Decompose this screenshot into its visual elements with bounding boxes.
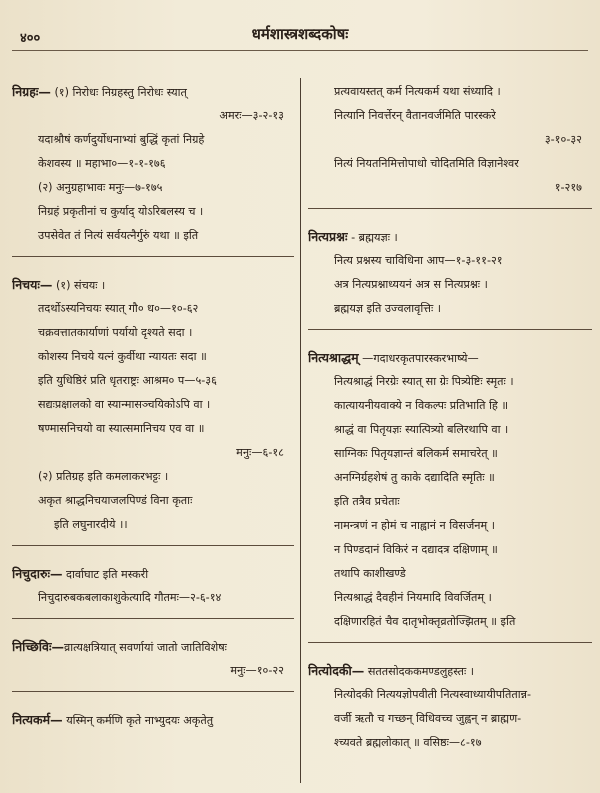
entry-text: दार्वाघाट इति मस्करी bbox=[62, 568, 149, 581]
entry-heading-line bbox=[308, 225, 592, 249]
entry-text-line bbox=[12, 104, 294, 128]
entry-text: षण्मासनिचयो वा स्यात्समानिचय एव वा ॥ bbox=[38, 422, 205, 435]
entry-text-line bbox=[308, 249, 592, 273]
page-title: धर्मशास्त्रशब्दकोषः bbox=[251, 25, 349, 43]
headword: निचयः— bbox=[12, 277, 53, 292]
headword: निग्रहः— bbox=[12, 84, 51, 99]
entry-text-line bbox=[12, 369, 294, 393]
headword: निच्छिविः— bbox=[12, 639, 64, 654]
entry-text-line bbox=[12, 176, 294, 200]
entry-text-line bbox=[308, 707, 592, 731]
entry-separator bbox=[308, 329, 592, 330]
entry-text: नित्यश्राद्धं दैवहीनं नियमादि विवर्जितम् । bbox=[334, 591, 492, 604]
entry-text: यदाश्रौषं कर्णदुर्योधनाभ्यां बुद्धिं कृतां निग्रहे bbox=[38, 133, 205, 146]
entry-heading-line bbox=[12, 635, 294, 659]
entry-text-line bbox=[308, 80, 592, 104]
headword: निचुदारुः— bbox=[12, 566, 63, 581]
entry-text: श्राद्धं वा पितृयज्ञः स्यात्पित्र्यो बलिरथापि वा । bbox=[334, 423, 509, 436]
entry-heading-line bbox=[12, 562, 294, 586]
entry-separator bbox=[12, 256, 294, 257]
entry-text-line bbox=[308, 731, 592, 755]
entry-text-line bbox=[308, 273, 592, 297]
entry-text-line bbox=[12, 224, 294, 248]
entry-text: दक्षिणारहितं चैव दातृभोक्तृव्रतोज्झितम् ॥ इति bbox=[334, 615, 516, 628]
entry-text-line bbox=[308, 176, 592, 200]
entry-text-line bbox=[308, 442, 592, 466]
entry-text-line bbox=[12, 128, 294, 152]
entry-text: व्रात्यक्षत्रियात् सवर्णायां जातो जातिविशेषः bbox=[64, 641, 227, 654]
entry-text: नित्योदकी नित्ययज्ञोपवीती नित्यस्वाध्यायीपतितान्न- bbox=[334, 688, 532, 701]
entry-text: वर्जी ऋतौ च गच्छन् विधिवच्च जुह्वन् न ब्राह्मण- bbox=[334, 712, 522, 725]
entry-text-line bbox=[308, 586, 592, 610]
entry-text-line bbox=[308, 490, 592, 514]
entry-text: निचुदारुबकबलाकाशुकेत्यादि गौतमः—२-६-१४ bbox=[38, 591, 222, 604]
entry-text: (१) संचयः । bbox=[52, 279, 106, 292]
entry-text: इति लघुनारदीये ।। bbox=[54, 518, 128, 531]
entry-text-line bbox=[12, 393, 294, 417]
headword: नित्योदकी— bbox=[308, 663, 365, 678]
entry-text: नित्यानि निवर्त्तेरन् वैतानवर्जमिति पारस्करे bbox=[334, 109, 496, 122]
entry-text: कात्यायनीयवाक्ये न विकल्पः प्रतिभाति हि ॥ bbox=[334, 399, 509, 412]
entry-separator bbox=[12, 545, 294, 546]
entry-text: नित्यश्राद्धं निरग्रेः स्यात् सा ग्रेः पित्र्येष्टिः स्मृतः । bbox=[334, 375, 514, 388]
entry-text: - ब्रह्मयज्ञः । bbox=[347, 231, 398, 244]
entry-text-line bbox=[308, 418, 592, 442]
headword: नित्यकर्म— bbox=[12, 712, 63, 727]
entry-text: इति तत्रैव प्रचेताः bbox=[334, 495, 400, 508]
header-rule bbox=[12, 50, 588, 51]
entry-text: प्रत्यवायस्तत् कर्म नित्यकर्म यथा संध्यादि । bbox=[334, 85, 501, 98]
entry-heading-line bbox=[308, 346, 592, 370]
headword: नित्यप्रश्नः bbox=[308, 229, 348, 244]
entry-separator bbox=[308, 642, 592, 643]
entry-text-line bbox=[12, 489, 294, 513]
entry-text-line bbox=[12, 513, 294, 537]
entry-text-line bbox=[12, 152, 294, 176]
entry-text: (२) प्रतिग्रह इति कमलाकरभट्टः । bbox=[38, 470, 169, 483]
right-column bbox=[308, 80, 592, 755]
entry-text: —गदाधरकृतपारस्करभाष्ये— bbox=[358, 352, 479, 365]
column-divider bbox=[300, 78, 301, 783]
entry-text-line bbox=[308, 466, 592, 490]
entry-text-line bbox=[308, 514, 592, 538]
entry-separator bbox=[12, 618, 294, 619]
entry-text-line bbox=[308, 370, 592, 394]
entry-text: नित्य प्रश्नस्य चाविधिना आप—१-३-११-२१ bbox=[334, 254, 503, 267]
entry-text: (२) अनुग्रहाभावः मनुः—७-१७५ bbox=[38, 181, 163, 194]
entry-text-line bbox=[12, 586, 294, 610]
entry-text: कोशस्य निचये यत्नं कुर्वीथा न्यायतः सदा ॥ bbox=[38, 350, 207, 363]
entry-text: न पिण्डदानं विकिरं न दद्यादत्र दक्षिणाम् ॥ bbox=[334, 543, 498, 556]
entry-text-line bbox=[308, 562, 592, 586]
entry-heading-line bbox=[12, 708, 294, 732]
entry-text-line bbox=[308, 683, 592, 707]
entry-text: अकृत श्राद्धनिचयाजलपिण्डं विना कृताः bbox=[38, 494, 193, 507]
entry-text: निग्रहं प्रकृतीनां च कुर्याद् योऽरिबलस्य च । bbox=[38, 205, 204, 218]
entry-text: सततसोदककमण्डलुहस्तः । bbox=[364, 665, 475, 678]
headword: नित्यश्राद्धम् bbox=[308, 350, 359, 365]
entry-text: मनुः—६-१८ bbox=[236, 446, 284, 459]
entry-text: श्च्यवते ब्रह्मलोकात् ॥ वसिष्ठः—८-१७ bbox=[334, 736, 482, 749]
entry-text: केशवस्य ॥ महाभा०—१-१-१७६ bbox=[38, 157, 166, 170]
entry-text-line bbox=[308, 104, 592, 128]
page-header bbox=[0, 24, 600, 44]
entry-text-line bbox=[12, 659, 294, 683]
entry-text: उपसेवेत तं नित्यं सर्वयत्नैर्गुरुं यथा ॥ इति bbox=[38, 229, 199, 242]
entry-text: ब्रह्मयज्ञ इति उज्वलावृत्तिः । bbox=[334, 302, 442, 315]
entry-text-line bbox=[308, 610, 592, 634]
entry-text: (१) निरोधः निग्रहस्तु निरोधः स्यात् bbox=[50, 86, 187, 99]
entry-text-line bbox=[12, 345, 294, 369]
entry-heading-line bbox=[12, 80, 294, 104]
entry-text-line bbox=[12, 297, 294, 321]
entry-text: नामन्त्रणं न होमं च नाह्वानं न विसर्जनम् । bbox=[334, 519, 495, 532]
entry-text-line bbox=[12, 465, 294, 489]
entry-text: सद्यःप्रक्षालको वा स्यान्मासञ्चयिकोऽपि वा । bbox=[38, 398, 211, 411]
entry-heading-line bbox=[12, 273, 294, 297]
entry-heading-line bbox=[308, 659, 592, 683]
entry-text: अमरः—३-२-१३ bbox=[219, 109, 284, 122]
entry-separator bbox=[12, 691, 294, 692]
entry-separator bbox=[308, 208, 592, 209]
entry-text: चक्रवत्तातकार्याणां पर्यायो दृश्यते सदा । bbox=[38, 326, 193, 339]
entry-text-line bbox=[308, 128, 592, 152]
entry-text: ३-१०-३२ bbox=[544, 133, 582, 146]
entry-text-line bbox=[12, 200, 294, 224]
entry-text: तदर्थोऽस्यनिचयः स्यात् गौ० ध०—१०-६२ bbox=[38, 302, 199, 315]
entry-text: अनग्निर्ग्रहशेषं तु काके दद्यादिति स्मृतिः ॥ bbox=[334, 471, 495, 484]
entry-text-line bbox=[12, 417, 294, 441]
entry-text: तथापि काशीखण्डे bbox=[334, 567, 406, 580]
entry-text-line bbox=[12, 441, 294, 465]
entry-text-line bbox=[12, 321, 294, 345]
entry-text: १-२१७ bbox=[554, 181, 582, 194]
page-number: ४०० bbox=[20, 31, 41, 46]
entry-text-line bbox=[308, 152, 592, 176]
entry-text: अत्र नित्यप्रश्नाध्ययनं अत्र स नित्यप्रश्नः । bbox=[334, 278, 488, 291]
entry-text-line bbox=[308, 538, 592, 562]
entry-text-line bbox=[308, 394, 592, 418]
entry-text: साग्निकः पितृयज्ञान्तं बलिकर्म समाचरेत् ॥ bbox=[334, 447, 498, 460]
entry-text: इति युधिष्ठिरं प्रति धृतराष्ट्रः आश्रम० प—५-३६ bbox=[38, 374, 217, 387]
left-column bbox=[12, 80, 294, 732]
entry-text: यस्मिन् कर्मणि कृते नाभ्युदयः अकृतेतु bbox=[62, 714, 214, 727]
entry-text-line bbox=[308, 297, 592, 321]
entry-text: मनुः—१०-२२ bbox=[230, 664, 284, 677]
entry-text: नित्यं नियतनिमित्तोपाधो चोदितमिति विज्ञानेश्वर bbox=[334, 157, 519, 170]
